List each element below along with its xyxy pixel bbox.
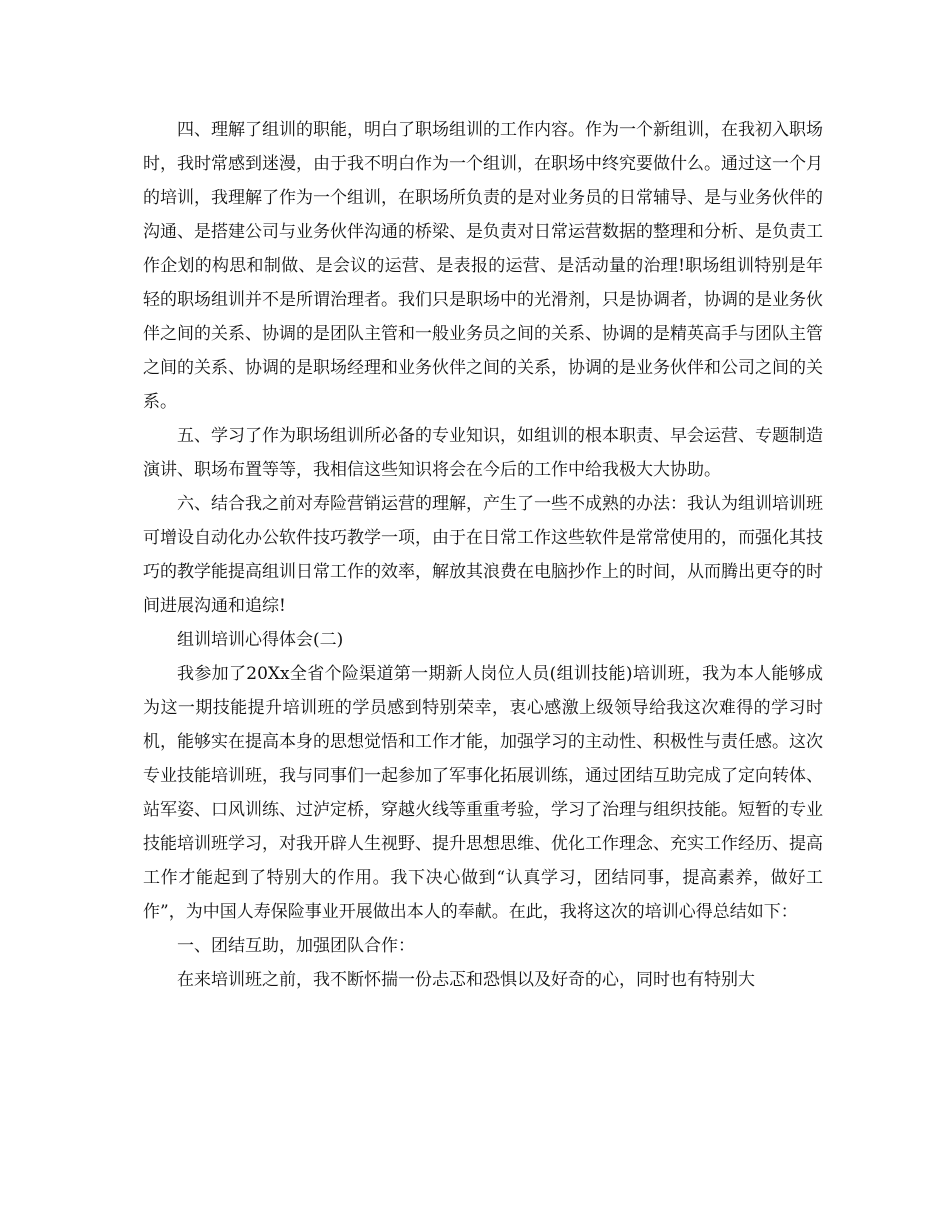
paragraph-before-training: 在来培训班之前，我不断怀揣一份忐忑和恐惧以及好奇的心，同时也有特别大 (177, 970, 755, 990)
subheading-teamwork: 一、团结互助，加强团队合作： (177, 936, 415, 956)
document-body (143, 113, 823, 997)
section-heading-part-two: 组训培训心得体会(二) (177, 630, 344, 650)
paragraph-organizer-duties: 四、理解了组训的职能，明白了职场组训的工作内容。作为一个新组训，在我初入职场时，我时常感到迷漫，由于我不明白作为一个组训，在职场中终究要做什么。通过这一个月的培训，我理解了作为一个组训，在职场所负责的是对业务员的日常辅导、是与业务伙伴的沟通、是搭建公司与业务伙伴沟通的桥梁、是负责对日常运营数据的整理和分析、是负责工作企划的构思和制做、是会议的运营、是表报的运营、是活动量的治理!职场组训特别是年轻的职场组训并不是所谓治理者。我们只是职场中的光滑剂，只是协调者，协调的是业务伙伴之间的关系、协调的是团队主管和一般业务员之间的关系、协调的是精英高手与团队主管之间的关系、协调的是职场经理和业务伙伴之间的关系，协调的是业务伙伴和公司之间的关系。 (143, 120, 823, 412)
paragraph-professional-knowledge: 五、学习了作为职场组训所必备的专业知识，如组训的根本职责、早会运营、专题制造演讲、职场布置等等，我相信这些知识将会在今后的工作中给我极大大协助。 (143, 426, 823, 480)
paragraph-training-intro: 我参加了20Xx全省个险渠道第一期新人岗位人员(组训技能)培训班，我为本人能够成为这一期技能提升培训班的学员感到特别荣幸，衷心感激上级领导给我这次难得的学习时机，能够实在提高本身的思想觉悟和工作才能，加强学习的主动性、积极性与责任感。这次专业技能培训班，我与同事们一起参加了军事化拓展训练，通过团结互助完成了定向转体、站军姿、口风训练、过泸定桥，穿越火线等重重考验，学习了治理与组织技能。短暂的专业技能培训班学习，对我开辟人生视野、提升思想思维、优化工作理念、充实工作经历、提高工作才能起到了特别大的作用。我下决心做到“认真学习，团结同事，提高素养，做好工作”，为中国人寿保险事业开展做出本人的奉献。在此，我将这次的培训心得总结如下： (143, 664, 823, 922)
paragraph-suggestions: 六、结合我之前对寿险营销运营的理解，产生了一些不成熟的办法：我认为组训培训班可增设自动化办公软件技巧教学一项，由于在日常工作这些软件是常常使用的，而强化其技巧的教学能提高组训日常工作的效率，解放其浪费在电脑抄作上的时间，从而腾出更夺的时间进展沟通和追综! (143, 494, 823, 616)
